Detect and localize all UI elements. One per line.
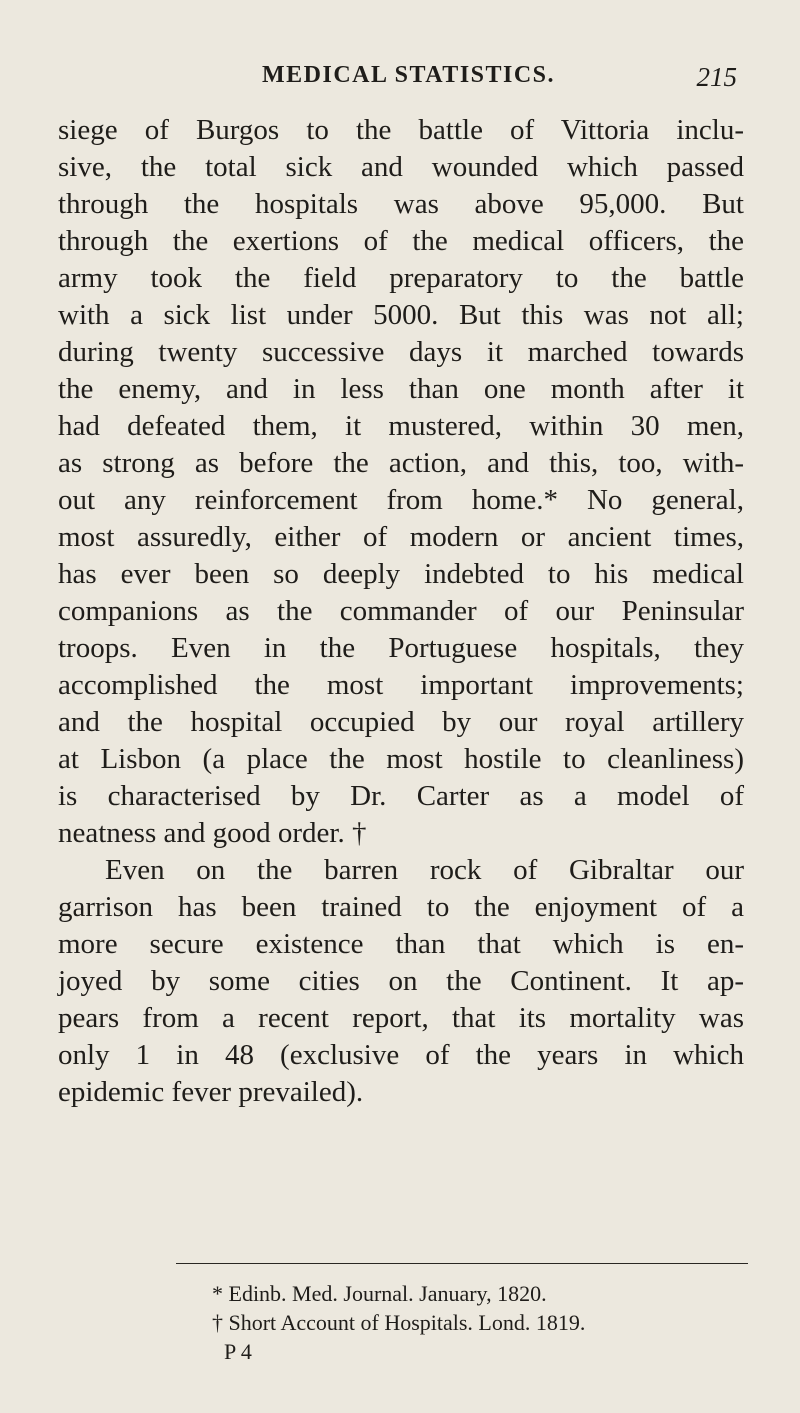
text-line: epidemic fever prevailed). <box>58 1076 364 1108</box>
text-line: joyed by some cities on the Continent. It ap- <box>58 965 744 997</box>
text-line: army took the field preparatory to the battle <box>58 262 744 294</box>
running-head <box>262 62 737 98</box>
text-line: sive, the total sick and wounded which passed <box>58 151 744 183</box>
text-line: neatness and good order. † <box>58 817 367 849</box>
text-line: more secure existence than that which is en- <box>58 928 744 960</box>
running-title: MEDICAL STATISTICS. <box>262 62 556 88</box>
text-line: as strong as before the action, and this, too, with- <box>58 447 744 479</box>
text-line: the enemy, and in less than one month after it <box>58 373 744 405</box>
text-line: and the hospital occupied by our royal artillery <box>58 706 744 738</box>
footnotes <box>212 1279 752 1366</box>
page-number: 215 <box>696 62 737 92</box>
signature-mark: P 4 <box>224 1339 252 1364</box>
text-line: has ever been so deeply indebted to his medical <box>58 558 744 590</box>
body-text <box>58 112 744 1111</box>
text-line: with a sick list under 5000. But this was not all; <box>58 299 744 331</box>
text-line: through the hospitals was above 95,000. But <box>58 188 744 220</box>
text-line: most assuredly, either of modern or ancient times, <box>58 521 744 553</box>
text-line: had defeated them, it mustered, within 30 men, <box>58 410 744 442</box>
text-line: troops. Even in the Portuguese hospitals, they <box>58 632 744 664</box>
footnote: * Edinb. Med. Journal. January, 1820. <box>212 1281 547 1306</box>
text-line: garrison has been trained to the enjoyment of a <box>58 891 744 923</box>
text-line: companions as the commander of our Peninsular <box>58 595 744 627</box>
text-line: out any reinforcement from home.* No general, <box>58 484 744 516</box>
footnote-divider <box>176 1263 748 1264</box>
text-line: Even on the barren rock of Gibraltar our <box>105 854 744 886</box>
text-line: accomplished the most important improvements; <box>58 669 744 701</box>
text-line: at Lisbon (a place the most hostile to cleanliness) <box>58 743 744 775</box>
text-line: siege of Burgos to the battle of Vittoria inclu- <box>58 114 744 146</box>
text-line: pears from a recent report, that its mortality was <box>58 1002 744 1034</box>
text-line: during twenty successive days it marched towards <box>58 336 744 368</box>
text-line: is characterised by Dr. Carter as a model of <box>58 780 744 812</box>
text-line: through the exertions of the medical officers, the <box>58 225 744 257</box>
footnote: † Short Account of Hospitals. Lond. 1819. <box>212 1310 586 1335</box>
text-line: only 1 in 48 (exclusive of the years in which <box>58 1039 744 1071</box>
